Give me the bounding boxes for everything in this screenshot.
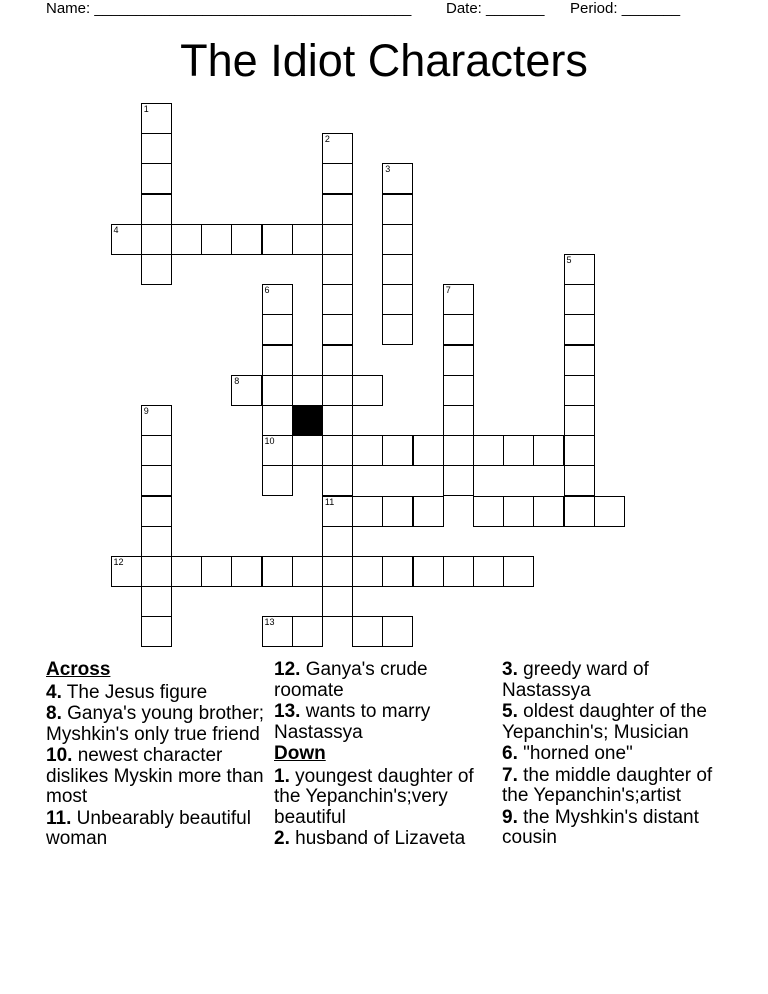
down-clue-list-cont <box>502 660 724 849</box>
grid-cell[interactable] <box>322 435 353 466</box>
grid-cell[interactable] <box>292 224 323 255</box>
grid-cell[interactable] <box>171 556 202 587</box>
grid-cell[interactable] <box>443 375 474 406</box>
clue-number: 8 <box>234 375 240 386</box>
grid-cell[interactable] <box>352 556 383 587</box>
grid-cell[interactable] <box>262 405 293 436</box>
grid-cell[interactable] <box>322 163 353 194</box>
clue-column-1 <box>46 660 268 851</box>
grid-cell[interactable] <box>262 284 293 315</box>
grid-cell[interactable] <box>382 163 413 194</box>
grid-cell[interactable] <box>564 496 595 527</box>
clue-item <box>274 767 496 829</box>
clue-item-text: newest character dislikes Myskin more than most <box>46 745 264 807</box>
clue-number: 11 <box>324 496 335 507</box>
clue-item <box>502 660 724 701</box>
clue-item-number: 6. <box>502 743 518 764</box>
name-field-label: Name: ______________________________________ <box>46 0 412 17</box>
grid-cell[interactable] <box>111 224 142 255</box>
grid-cell[interactable] <box>564 284 595 315</box>
clue-item <box>502 702 724 743</box>
clue-item-number: 1. <box>274 765 290 787</box>
grid-cell[interactable] <box>413 496 444 527</box>
grid-cell[interactable] <box>231 375 262 406</box>
clue-column-3 <box>502 660 724 850</box>
grid-cell[interactable] <box>141 103 172 134</box>
clue-number: 1 <box>143 104 149 114</box>
grid-cell[interactable] <box>564 465 595 496</box>
grid-cell[interactable] <box>503 496 534 527</box>
grid-cell[interactable] <box>352 496 383 527</box>
grid-cell[interactable] <box>231 556 262 587</box>
grid-cell[interactable] <box>141 254 172 285</box>
clue-item <box>46 704 268 745</box>
grid-cell[interactable] <box>443 314 474 345</box>
clue-item-number: 2. <box>274 828 290 849</box>
across-heading: Across <box>46 659 111 680</box>
grid-cell[interactable] <box>443 435 474 466</box>
grid-cell[interactable] <box>322 254 353 285</box>
grid-cell[interactable] <box>292 435 323 466</box>
grid-cell[interactable] <box>322 496 353 527</box>
grid-cell[interactable] <box>352 435 383 466</box>
clue-item <box>274 829 496 850</box>
grid-cell[interactable] <box>322 556 353 587</box>
clue-item-number: 8. <box>46 703 62 724</box>
black-square <box>292 405 323 436</box>
grid-cell[interactable] <box>322 284 353 315</box>
clue-item <box>274 660 496 701</box>
clue-number: 5 <box>566 255 572 265</box>
grid-cell[interactable] <box>413 435 444 466</box>
grid-cell[interactable] <box>352 375 383 406</box>
clue-item-text: the middle daughter of the Yepanchin's;artist <box>502 764 713 806</box>
grid-cell[interactable] <box>141 133 172 164</box>
clue-number: 4 <box>113 224 119 235</box>
grid-cell[interactable] <box>231 224 262 255</box>
grid-cell[interactable] <box>292 556 323 587</box>
grid-cell[interactable] <box>564 254 595 285</box>
grid-cell[interactable] <box>443 345 474 376</box>
grid-cell[interactable] <box>382 194 413 225</box>
grid-cell[interactable] <box>322 405 353 436</box>
grid-cell[interactable] <box>473 435 504 466</box>
clue-item-text: Ganya's crude roomate <box>274 659 428 701</box>
clue-item <box>46 746 268 808</box>
clue-item-text: Unbearably beautiful woman <box>46 807 251 849</box>
grid-cell[interactable] <box>443 556 474 587</box>
grid-cell[interactable] <box>322 586 353 617</box>
grid-cell[interactable] <box>443 465 474 496</box>
clue-number: 6 <box>264 285 270 296</box>
grid-cell[interactable] <box>322 526 353 557</box>
grid-cell[interactable] <box>141 224 172 255</box>
grid-cell[interactable] <box>533 496 564 527</box>
down-heading: Down <box>274 743 326 764</box>
clue-item-number: 7. <box>502 764 518 786</box>
grid-cell[interactable] <box>201 224 232 255</box>
grid-cell[interactable] <box>201 556 232 587</box>
clue-number: 2 <box>324 134 330 145</box>
clue-item-text: Ganya's young brother; Myshkin's only true friend <box>46 703 265 745</box>
grid-cell[interactable] <box>141 163 172 194</box>
date-field-label: Date: _______ <box>446 0 545 17</box>
grid-cell[interactable] <box>443 284 474 315</box>
grid-cell[interactable] <box>564 375 595 406</box>
grid-cell[interactable] <box>564 435 595 466</box>
grid-cell[interactable] <box>262 375 293 406</box>
grid-cell[interactable] <box>141 526 172 557</box>
grid-cell[interactable] <box>262 556 293 587</box>
down-clue-list <box>274 767 496 850</box>
grid-cell[interactable] <box>141 586 172 617</box>
grid-cell[interactable] <box>141 194 172 225</box>
grid-cell[interactable] <box>111 556 142 587</box>
grid-cell[interactable] <box>473 556 504 587</box>
clue-item <box>502 744 724 765</box>
grid-cell[interactable] <box>382 284 413 315</box>
grid-cell[interactable] <box>262 435 293 466</box>
puzzle-title: The Idiot Characters <box>180 35 588 86</box>
grid-cell[interactable] <box>594 496 625 527</box>
clue-item-number: 12. <box>274 659 301 680</box>
grid-cell[interactable] <box>322 133 353 164</box>
across-clue-list <box>46 683 268 850</box>
clue-item <box>274 702 496 743</box>
grid-cell[interactable] <box>382 224 413 255</box>
clue-item-text: youngest daughter of the Yepanchin's;very beautiful <box>274 765 474 828</box>
grid-cell[interactable] <box>292 375 323 406</box>
period-field-label: Period: _______ <box>570 0 681 17</box>
clue-item <box>502 766 724 807</box>
clue-item-number: 13. <box>274 701 301 722</box>
clue-column-2 <box>274 660 496 851</box>
grid-cell[interactable] <box>262 465 293 496</box>
clue-number: 9 <box>143 406 149 416</box>
grid-cell[interactable] <box>262 616 293 647</box>
grid-cell[interactable] <box>141 556 172 587</box>
grid-cell[interactable] <box>564 345 595 376</box>
clue-item-text: "horned one" <box>517 743 633 764</box>
grid-cell[interactable] <box>322 224 353 255</box>
clue-item-number: 9. <box>502 806 518 828</box>
grid-cell[interactable] <box>322 465 353 496</box>
clue-item-number: 11. <box>46 807 72 829</box>
clue-number: 10 <box>264 436 275 447</box>
grid-cell[interactable] <box>141 435 172 466</box>
clue-item-number: 10. <box>46 745 73 766</box>
clue-item-text: wants to marry Nastassya <box>274 701 431 743</box>
grid-cell[interactable] <box>141 465 172 496</box>
clue-number: 7 <box>445 285 451 296</box>
grid-cell[interactable] <box>503 556 534 587</box>
clue-item-number: 4. <box>46 681 62 703</box>
grid-cell[interactable] <box>322 194 353 225</box>
grid-cell[interactable] <box>262 345 293 376</box>
grid-cell[interactable] <box>292 616 323 647</box>
grid-cell[interactable] <box>322 375 353 406</box>
grid-cell[interactable] <box>503 435 534 466</box>
grid-cell[interactable] <box>413 556 444 587</box>
clue-number: 3 <box>385 164 391 175</box>
clue-item-text: greedy ward of Nastassya <box>502 659 649 701</box>
grid-cell[interactable] <box>382 616 413 647</box>
grid-cell[interactable] <box>262 224 293 255</box>
across-clue-list-cont <box>274 660 496 743</box>
clue-number: 12 <box>113 557 124 567</box>
clue-item-number: 3. <box>502 659 518 680</box>
grid-cell[interactable] <box>141 496 172 527</box>
clue-item-text: oldest daughter of the Yepanchin's; Musician <box>502 701 707 743</box>
grid-cell[interactable] <box>564 314 595 345</box>
grid-cell[interactable] <box>443 405 474 436</box>
grid-cell[interactable] <box>382 435 413 466</box>
grid-cell[interactable] <box>171 224 202 255</box>
grid-cell[interactable] <box>352 616 383 647</box>
grid-cell[interactable] <box>564 405 595 436</box>
grid-cell[interactable] <box>533 435 564 466</box>
grid-cell[interactable] <box>382 556 413 587</box>
clue-item <box>46 809 268 850</box>
grid-cell[interactable] <box>382 496 413 527</box>
clue-number: 13 <box>264 617 275 628</box>
clue-item <box>46 683 268 704</box>
clue-item-number: 5. <box>502 701 518 722</box>
clue-item-text: the Myshkin's distant cousin <box>502 806 699 848</box>
grid-cell[interactable] <box>473 496 504 527</box>
clue-item-text: The Jesus figure <box>61 681 208 703</box>
grid-cell[interactable] <box>322 345 353 376</box>
grid-cell[interactable] <box>322 314 353 345</box>
grid-cell[interactable] <box>382 254 413 285</box>
grid-cell[interactable] <box>262 314 293 345</box>
grid-cell[interactable] <box>141 405 172 436</box>
clue-item-text: husband of Lizaveta <box>289 828 466 849</box>
grid-cell[interactable] <box>141 616 172 647</box>
grid-cell[interactable] <box>382 314 413 345</box>
clue-item <box>502 808 724 849</box>
